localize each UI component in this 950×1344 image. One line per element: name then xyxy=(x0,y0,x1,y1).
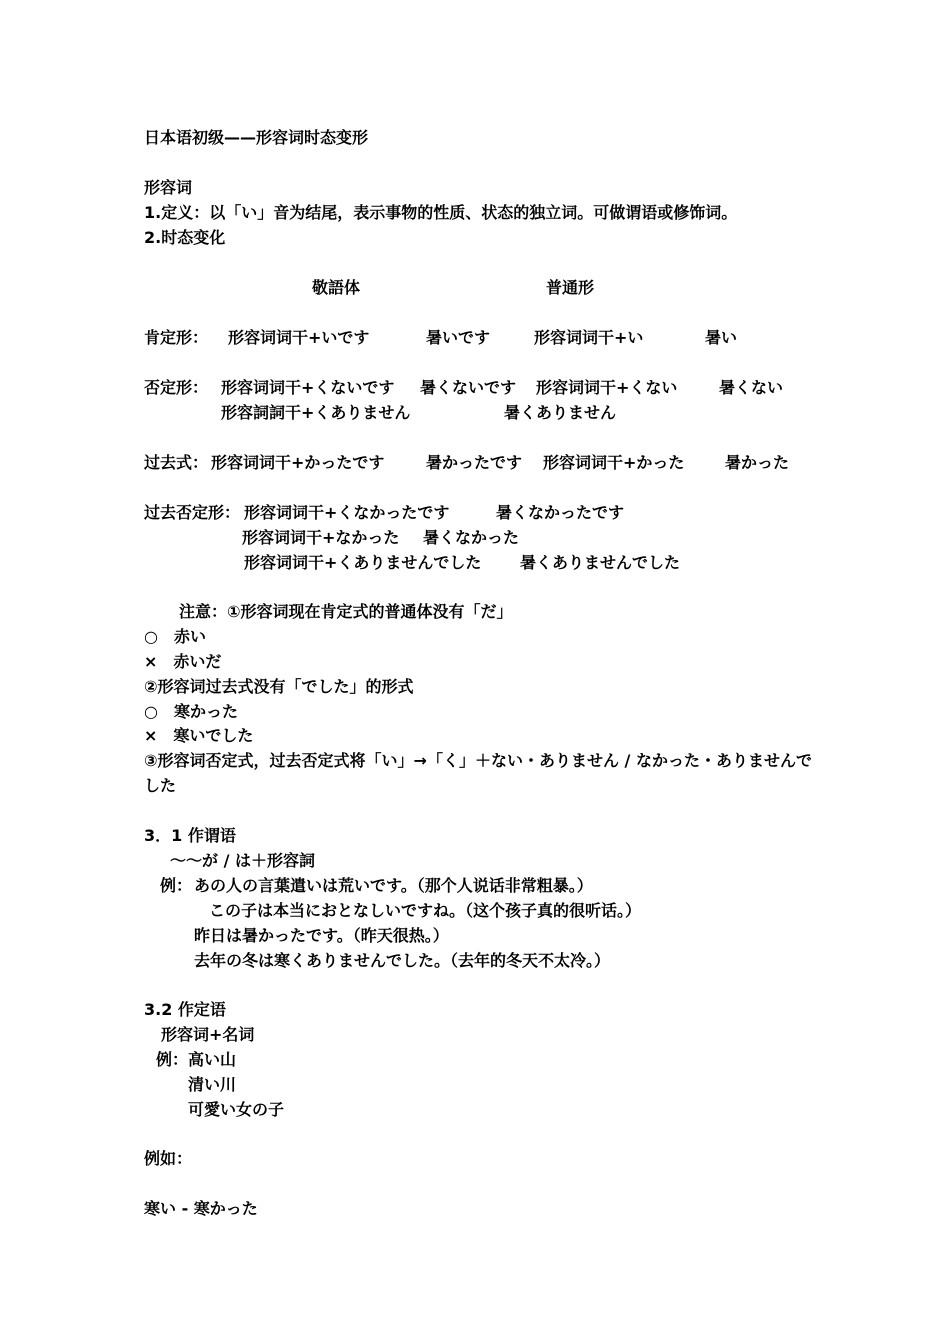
example: 暑くなかったです xyxy=(496,503,625,522)
row-label: 肯定形： xyxy=(144,328,209,347)
column-header-plain: 普通形 xyxy=(546,278,595,297)
tense-heading: 2.时态变化 xyxy=(144,228,226,247)
polite-example: 暑かったです xyxy=(426,453,523,472)
plain-rule: 形容词词干+くない xyxy=(536,378,678,397)
polite-rule: 形容词词干+かったです xyxy=(211,453,385,472)
note-1: 注意：①形容词现在肯定式的普通体没有「だ」 xyxy=(179,602,513,621)
polite-example: 暑くありません xyxy=(504,403,617,422)
example-label: 例： xyxy=(160,876,193,895)
attributive-heading: 3.2 作定语 xyxy=(144,1000,226,1019)
plain-example: 暑い xyxy=(705,328,738,347)
example: 暑くありませんでした xyxy=(520,553,681,572)
example-text: 高い山 xyxy=(188,1050,237,1069)
predicate-heading: 3．1 作谓语 xyxy=(144,826,236,845)
polite-rule: 形容词词干+くないです xyxy=(221,378,395,397)
note-2: ②形容词过去式没有「でした」的形式 xyxy=(144,677,414,696)
note-correct-1: ○ 赤い xyxy=(144,627,206,646)
predicate-example-4: 去年の冬は寒くありませんでした。（去年的冬天不太冷。） xyxy=(194,951,611,970)
note-correct-2: ○ 寒かった xyxy=(144,702,238,721)
note-wrong-1: × 赤いだ xyxy=(144,652,222,671)
row-label: 否定形： xyxy=(144,378,209,397)
note-wrong-2: × 寒いでした xyxy=(144,726,254,745)
doc-title: 日本语初级——形容词时态变形 xyxy=(144,128,369,147)
note-3: ③形容词否定式，过去否定式将「い」→「く」＋ない・ありません / なかった・ありませんでした xyxy=(144,751,812,795)
plain-rule: 形容词词干+い xyxy=(534,328,644,347)
example-label: 例： xyxy=(156,1050,189,1069)
example-line: 寒い - 寒かった xyxy=(144,1199,258,1218)
attributive-pattern: 形容词+名词 xyxy=(161,1025,255,1044)
plain-example: 暑かった xyxy=(725,453,790,472)
example: 暑くなかった xyxy=(423,528,520,547)
rule: 形容词词干+なかった xyxy=(242,528,400,547)
predicate-example-2: この子は本当におとなしいですね。（这个孩子真的很听话。） xyxy=(209,901,642,920)
attributive-example-2: 清い川 xyxy=(188,1075,237,1094)
plain-rule: 形容词词干+かった xyxy=(543,453,685,472)
rule: 形容词词干+くなかったです xyxy=(244,503,450,522)
example-heading: 例如： xyxy=(144,1149,193,1168)
polite-example: 暑くないです xyxy=(420,378,517,397)
rule: 形容词词干+くありませんでした xyxy=(244,553,482,572)
polite-rule: 形容词词干+いです xyxy=(228,328,370,347)
polite-example: 暑いです xyxy=(426,328,491,347)
section-heading-adjective: 形容词 xyxy=(144,178,193,197)
column-header-polite: 敬語体 xyxy=(312,278,361,297)
plain-example: 暑くない xyxy=(719,378,784,397)
row-label: 过去否定形： xyxy=(144,503,241,522)
definition-line: 1.定义：以「い」音为结尾，表示事物的性质、状态的独立词。可做谓语或修饰词。 xyxy=(144,203,738,222)
predicate-example-3: 昨日は暑かったです。（昨天很热。） xyxy=(194,926,449,945)
predicate-pattern: ～～が / は＋形容詞 xyxy=(170,851,315,870)
row-label: 过去式： xyxy=(144,453,209,472)
attributive-example-3: 可愛い女の子 xyxy=(188,1100,285,1119)
polite-rule: 形容詞詞干+くありません xyxy=(221,403,411,422)
example-text: あの人の言葉遣いは荒いです。（那个人说话非常粗暴。） xyxy=(194,876,593,895)
